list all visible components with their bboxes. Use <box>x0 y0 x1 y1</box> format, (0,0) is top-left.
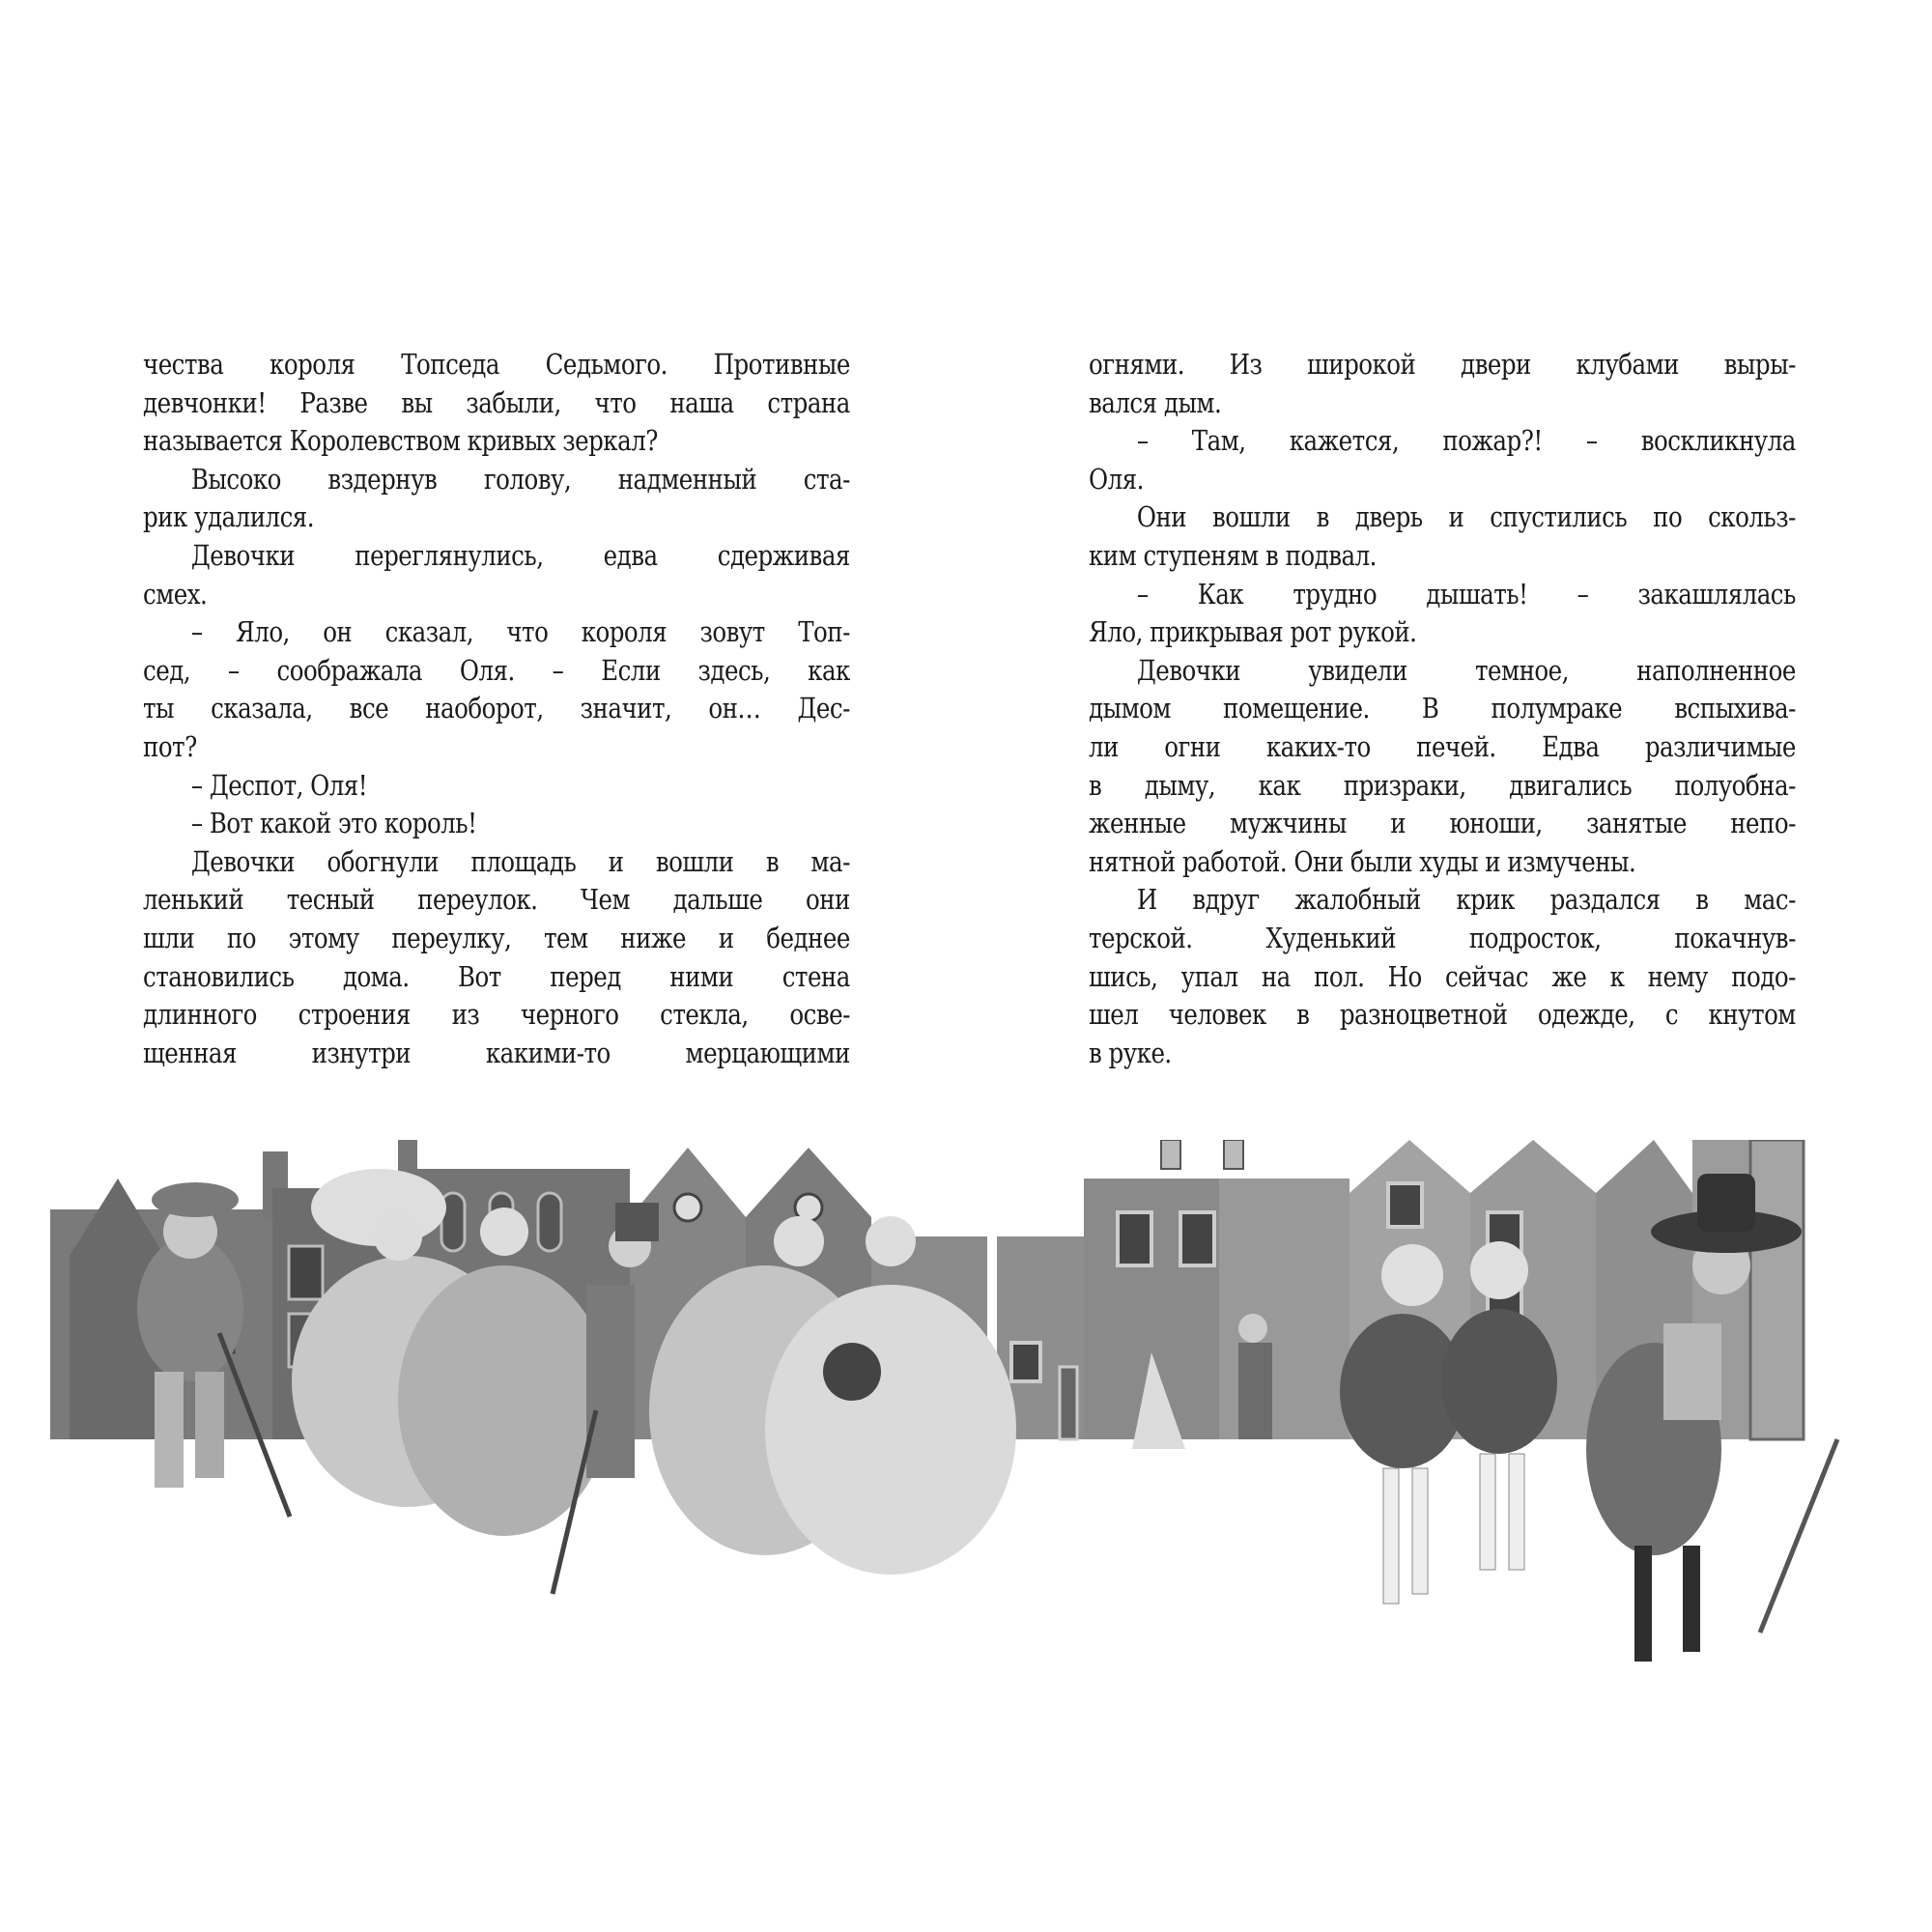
text-line: в руке. <box>1089 1037 1172 1069</box>
text-line: шли по этому переулку, тем ниже и беднее <box>143 922 850 954</box>
text-line: смех. <box>143 578 208 611</box>
text-line: ли огни каких-то печей. Едва различимые <box>1089 730 1796 763</box>
figure-gentleman <box>586 1285 635 1478</box>
left-page-text <box>143 346 850 1072</box>
text-line: щенная изнутри какими-то мерцающими <box>143 1037 850 1069</box>
text-line: Девочки обогнули площадь и вошли в ма- <box>190 845 850 878</box>
text-line: называется Королевством кривых зеркал? <box>143 425 658 458</box>
text-line: девчонки! Разве вы забыли, что наша страна <box>143 386 850 419</box>
text-line: Девочки переглянулись, едва сдерживая <box>190 539 850 572</box>
text-line: – Яло, он сказал, что короля зовут Топ- <box>190 616 850 649</box>
text-line: ты сказала, все наоборот, значит, он… Дес- <box>143 693 850 725</box>
street-scene-illustration <box>50 1140 1895 1671</box>
text-line: огнями. Из широкой двери клубами выры- <box>1089 349 1796 381</box>
text-line: Девочки увидели темное, наполненное <box>1136 654 1796 687</box>
text-line: сед, – соображала Оля. – Если здесь, как <box>143 654 850 687</box>
text-line: женные мужчины и юноши, занятые непо- <box>1089 808 1796 840</box>
right-page-text <box>1089 346 1796 1072</box>
illustration-svg <box>50 1140 1895 1671</box>
figure-boy <box>1238 1343 1272 1439</box>
text-line: – Там, кажется, пожар?! – воскликнула <box>1136 425 1796 458</box>
text-line: И вдруг жалобный крик раздался в мас- <box>1136 884 1796 917</box>
figure-lady-2 <box>398 1265 611 1536</box>
text-line: – Как трудно дышать! – закашлялась <box>1136 578 1796 611</box>
text-line: чества короля Топседа Седьмого. Противные <box>143 349 850 381</box>
text-line: ким ступеням в подвал. <box>1089 539 1377 572</box>
text-line: нятной работой. Они были худы и измучены. <box>1089 845 1636 878</box>
text-line: Оля. <box>1089 463 1144 496</box>
text-line: дымом помещение. В полумраке вспыхива- <box>1089 693 1796 725</box>
text-line: – Деспот, Оля! <box>190 769 368 802</box>
figure-girl-yalo <box>1441 1309 1557 1454</box>
text-line: терской. Худенький подросток, покачнув- <box>1089 922 1796 954</box>
text-line: пот? <box>143 730 197 763</box>
text-line: – Вот какой это король! <box>190 808 477 840</box>
text-line: Яло, прикрывая рот рукой. <box>1089 616 1417 649</box>
text-line: становились дома. Вот перед ними стена <box>143 960 850 993</box>
text-line: ленький тесный переулок. Чем дальше они <box>143 884 850 917</box>
text-line: шел человек в разноцветной одежде, с кнутом <box>1089 999 1796 1032</box>
text-line: длинного строения из черного стекла, осве- <box>143 999 850 1032</box>
text-line: в дыму, как призраки, двигались полуобна- <box>1089 769 1796 802</box>
text-line: рик удалился. <box>143 501 315 534</box>
text-line: Высоко вздернув голову, надменный ста- <box>190 463 850 496</box>
text-line: шись, упал на пол. Но сейчас же к нему подо- <box>1089 960 1796 993</box>
figure-lady-4 <box>765 1285 1016 1575</box>
text-line: вался дым. <box>1089 386 1222 419</box>
text-line: Они вошли в дверь и спустились по скольз- <box>1136 501 1796 534</box>
